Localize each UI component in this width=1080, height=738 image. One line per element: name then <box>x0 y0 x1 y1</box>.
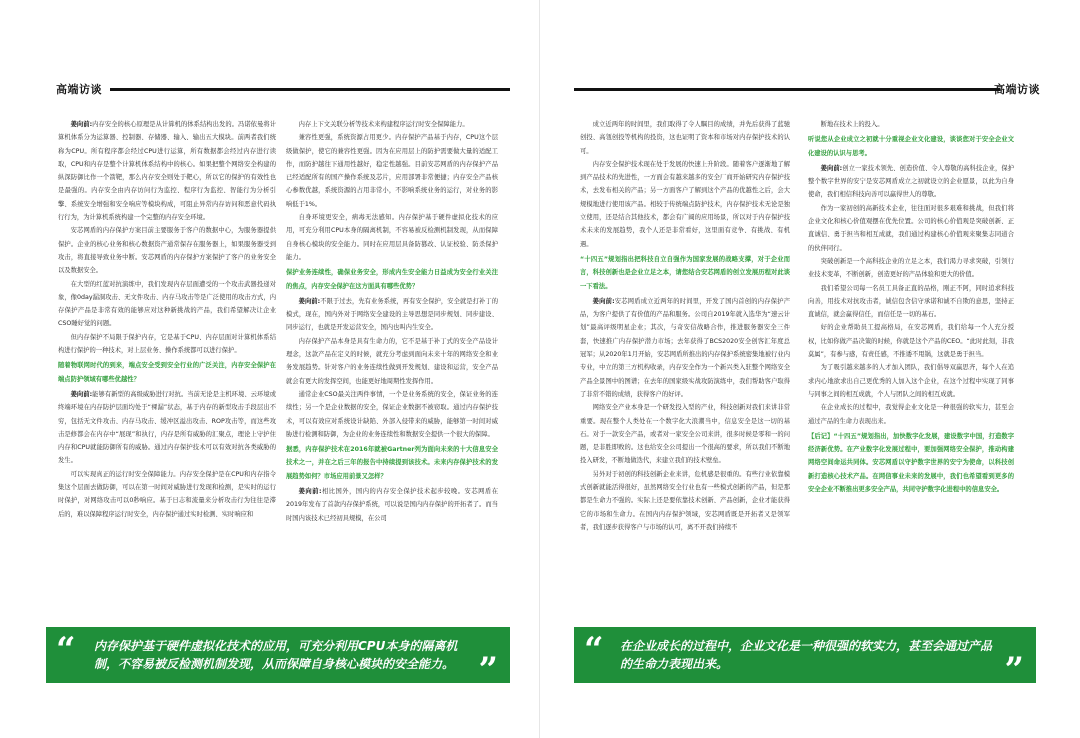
speaker-label: 姜向前: <box>70 390 93 398</box>
paragraph <box>286 118 498 131</box>
paragraph <box>808 255 1014 282</box>
paragraph <box>58 388 276 468</box>
text-column <box>58 118 276 521</box>
paragraph-text: 内存保护产品本身是具有生命力的，它不是基于补丁式的安全产品设计理念，这款产品在定义的时候，就充分考虑到面向未来十年的网络安全和业务发展趋势。针对客户的业务连续性做到开发规划、建设和运营，安全产品就会有更大的发挥空间，也能更好地周期性发挥作用。 <box>286 337 498 385</box>
paragraph-text: 作为一家初创的高新技术企业，往往面对很多艰难和挑战，但我们将企业文化和核心价值观摆在优先位置。公司的核心价值观是突破创新、正直诚信、勇于担当和相互成就，我们通过构建核心价值观来聚集志同道合的伙伴同行。 <box>808 204 1014 252</box>
speaker-label: 姜向前: <box>70 121 93 128</box>
paragraph <box>580 158 790 251</box>
paragraph-text: 【后记】“十四五”规划指出，加快数字化发展，建设数字中国，打造数字经济新优势。在产业数字化发展过程中，要加强网络安全保护，推动构建网络空间命运共同体。安芯网盾以守护数字世界的安宁为使命，以科技创新打造核心技术产品。在网信事业未来的发展中，我们也希望看到更多的安全企业不断推出更多安全产品，共同守护数字化进程中的信息安全。 <box>808 432 1014 494</box>
pull-quote <box>574 627 1036 690</box>
paragraph-text: 网络安全产业本身是一个研发投入型的产业，科技创新对我们来讲非常重要。现在整个人类处在一个数字化大浪潮当中，信息安全是这一切的基石。对于一款安全产品，或者对一家安全公司来讲，很多时候是零和一的问题，是非胜即败的。这也给安全公司提出一个很高的要求，所以我们不断地投入研发，不断地做迭代，来建立我们的技术壁垒。 <box>580 404 790 465</box>
paragraph <box>808 202 1014 255</box>
paragraph-text: 断地在技术上的投入。 <box>820 121 884 128</box>
right-page <box>540 0 1080 738</box>
interview-question <box>808 430 1014 496</box>
paragraph <box>58 331 276 358</box>
text-column <box>808 118 1014 498</box>
paragraph <box>808 282 1014 322</box>
paragraph <box>286 335 498 388</box>
paragraph <box>58 468 276 521</box>
paragraph-text: 内存安全的核心原理是从计算机的体系结构出发的。冯诺依曼将计算机体系分为运算器、控制器、存储器、输入、输出五大模块。前两者我们统称为CPU。所有程序都会经过CPU进行运算，所有数据都会经过内存进行读取，CPU和内存是整个计算机体系结构中的核心。如果把整个网络安全构建的纵深防御比作一个箭靶，那么内存安全则处于靶心，所以它的保护的有效性也是最强的。内存安全由内存访问行为监控、程序行为监控、智能行为分析引擎、系统安全增强和安全响应等模块构成，可阻止异常内存访问和恶意代码执行行为，为计算机系统构建一个完整的内存安全环境。 <box>58 121 276 222</box>
paragraph <box>58 278 276 331</box>
paragraph <box>286 131 498 211</box>
section-label: 高端访谈 <box>994 83 1040 96</box>
paragraph <box>286 485 498 525</box>
paragraph-text: 我们希望公司每一名员工具备正直的品格，刚正不阿，同时追求科技向善，用技术对抗攻击者，诚信包含信守承诺和诚不自欺的意思，坚持正直诚信，就会赢得信任，而信任是一切的基石。 <box>808 284 1014 319</box>
section-label: 高端访谈 <box>56 83 102 96</box>
paragraph <box>808 162 1014 202</box>
interview-question <box>808 133 1014 160</box>
paragraph <box>580 401 790 467</box>
paragraph-text: 通常企业CSO最关注两件事情，一个是业务系统的安全，保证业务的连续性；另一个是企业数据的安全，保证企业数据不被窃取。通过内存保护技术，可以有效应对系统设计缺陷、外部入侵带来的威胁，能够第一时间对威胁进行检测和防御，为企业的业务连续性和数据安全提供一个很大的保障。 <box>286 390 498 438</box>
paragraph-text: 为了吸引越来越多的人才加入团队，我们倡导双赢思齐，每个人在追求内心地欲求出自己更优秀的人加入这个企业，在这个过程中实现了同事与同事之间的相互成就，个人与团队之间的相互成就。 <box>808 364 1014 398</box>
open-quote-icon: “ <box>56 630 76 670</box>
speaker-label: 姜向前: <box>298 488 322 496</box>
speaker-label: 姜向前: <box>820 164 843 172</box>
paragraph-text: 但内存保护不局限于保护内存，它是基于CPU、内存层面对计算机体系结构进行保护的一种技术，对上层业务、操作系统都可以进行保护。 <box>58 333 276 355</box>
paragraph-text: 安芯网盾成立近两年的时间里，开发了国内首创的内存保护产品，为客户提供了有价值的产品和服务。公司自2019年就入选华为“速云计划”最高评级明星企业；其次，与奇安信战略合作，推进服务器安全三件套，快速推广内存保护潜力市场；去年获得了BCS2020安全创客汇年度总冠军；从2020年1月开始，安芯网盾所推出的内存保护系统密集地被行业内专业，中立的第三方机构收录，内存安全作为一个新兴类入驻整个网络安全产品全景图中的图谱；在去年的国家级实战攻防演练中，我们帮助客户取得了非常不错的成绩，获得客户的好评。 <box>580 297 790 398</box>
paragraph-text: 内存安全保护技术现在处于发展的快速上升阶段。随着客户逐渐地了解到产品技术的先进性，一方面会有越来越多的安全厂商开始研究内存保护技术，去发布相关的产品；另一方面客户了解到这个产品的优越性之后，会大规模地进行使用该产品。相较于传统端点防护技术，内存保护技术无论是独立使用，还是结合其他技术，都会有广阔的应用场景，所以对于内存保护技术未来的发展趋势，我个人还是非常看好，这里面有竞争、有挑战、有机遇。 <box>580 160 790 248</box>
speaker-label: 姜向前: <box>592 297 615 305</box>
paragraph <box>58 118 276 224</box>
open-quote-icon: “ <box>584 630 604 670</box>
paragraph-text: 保护业务连续性，确保业务安全，形成内生安全能力日益成为安全行业关注的焦点，内存安全保护在这方面具有哪些优势？ <box>286 269 498 290</box>
paragraph-text: 随着物联网时代的到来，端点安全受到安全行业的广泛关注，内存安全保护在端点防护领域有哪些优越性？ <box>58 362 276 383</box>
paragraph <box>286 388 498 441</box>
paragraph-text: 创立一家技术领先、创造价值、令人尊敬的高科技企业，保护整个数字世界的安宁是安芯网盾成立之初就设立的企业愿景，以此为自身使命，我们相信科技向善可以赢得世人的尊敬。 <box>808 164 1014 199</box>
paragraph <box>808 118 1014 131</box>
paragraph-text: 兼容性更强，系统资源占用更少。内存保护产品基于内存，CPU这个层级做保护，使它的兼容性更强。因为在应用层上的防护需要做大量的适配工作，而防护越往下通用性越好，稳定性越强。目前安芯网盾的内存保护产品已经适配所有的国产操作系统及芯片，应用部署非常便捷；内存安全产品核心参数优越，系统资源的占用非常小，不影响系统业务的运行，对业务的影响低于1%。 <box>286 134 498 208</box>
paragraph <box>286 211 498 264</box>
speaker-label: 姜向前: <box>298 297 321 305</box>
paragraph-text: 不限于过去，先有业务系统，再有安全保护，安全就是打补丁的模式，现在，国内外对于网络安全建设的主导思想是同步规划、同步建设、同步运行，也就是开发运营安全，国内也叫内生安全。 <box>286 297 498 332</box>
paragraph-text: 另外对于初创的科技创新企业来讲，危机感是很重的。有些行业依靠模式创新就能活得很好，虽然网络安全行业也有一些模式创新的产品，但是那都是生命力不强的。实际上还是要依靠技术创新、产品创新，企业才能获得它的市场和生命力。在国内内存保护领域，安芯网盾既是开拓者又是领军者，我们逐步获得客户与市场的认可，离不开我们持续不 <box>580 470 790 531</box>
paragraph-text: 突破创新是一个高科技企业的立足之本，我们渴力寻求突破，引领行业技术变革，不断创新，创造更好的产品体验和更大的价值。 <box>808 257 1014 279</box>
paragraph-text: 可以实现真正的运行时安全保障能力。内存安全保护是在CPU和内存指令集这个层面去做防御，可以在第一时间对威胁进行发现和检测，是实时的运行时保护，对网络攻击可以0秒响应。基于日志和流量来分析攻击行为往往是滞后的，难以保障程序运行时安全，内存保护通过实时检测、实时响应和 <box>58 470 276 518</box>
paragraph-text: 相比国外，国内的内存安全保护技术起步较晚。安芯网盾在2019年发布了首款内存保护系统，可以说是国内内存保护的开拓者了。而当时国内该技术已经初具规模，在公司 <box>286 488 498 522</box>
paragraph <box>286 295 498 335</box>
paragraph-text: “十四五”规划指出把科技自立自强作为国家发展的战略支撑，对于企业而言，科技创新也是企业立足之本，请您结合安芯网盾的创立发展历程对此谈一下看法。 <box>580 255 790 290</box>
paragraph-text: 内存上下文关联分析等技术来构建程序运行时安全保障能力。 <box>298 121 469 128</box>
pull-quote <box>46 627 510 690</box>
paragraph <box>580 118 790 158</box>
paragraph-text: 自身环境更安全，病毒无法感知。内存保护基于硬件虚拟化技术的应用，可充分利用CPU本身的隔离机制，不容易被反检测机制发现，从而保障自身核心模块的安全能力。同时在应用层具备防篡改、认证校验、防杀保护能力。 <box>286 214 498 261</box>
interview-question <box>580 253 790 293</box>
paragraph <box>580 295 790 401</box>
paragraph <box>58 224 276 277</box>
close-quote-icon: ” <box>1004 650 1024 690</box>
paragraph-text: 安芯网盾的内存保护方案目前主要服务于客户的数据中心，为服务器提供保护。企业的核心业务和核心数据资产通常保存在服务器上，如果服务器受到攻击，将直接导致业务中断。安芯网盾的内存保护方案保护了客户的业务安全以及数据安全。 <box>58 227 276 275</box>
paragraph <box>808 401 1014 428</box>
paragraph-text: 成立近两年的时间里，我们取得了令人瞩目的成绩，并先后获得了蓝驰创投、高瓴创投等机构的投资，这也证明了资本和市场对内存保护技术的认可。 <box>580 121 790 155</box>
pull-quote-text: 在企业成长的过程中，企业文化是一种很强的软实力，甚至会通过产品的生命力表现出来。 <box>620 639 993 671</box>
close-quote-icon: ” <box>478 650 498 690</box>
paragraph <box>580 468 790 534</box>
paragraph-text: 能够有新型的高级威胁进行对抗。当前无论是主机环境、云环境或终端环境在内存防护层面均处于“裸漏”状态，基于内存的新型攻击手段层出不穷，包括无文件攻击、内存马攻击、缓冲区溢出攻击、ROP攻击等，而这些攻击是修都会在内存中“展现”和执行，内存是所有威胁的汇聚点，理论上守护住内存和CPU就能防御所有的威胁。通过内存保护技术可以有效对抗各类威胁的发生。 <box>58 390 276 465</box>
paragraph-text: 好的企业帮助员工提高格局，在安芯网盾，我们给每一个人充分授权，比如你做产品决策的时候，你就是这个产品的CEO。“此时此刻，非我莫属”，有参与感，有责任感，不推诿不甩锅，这就是勇于担当。 <box>808 324 1014 359</box>
paragraph-text: 在大型的红蓝对抗演练中，我们发现内存层面遭受的一个攻击武器投递对象，像0day漏洞攻击、无文件攻击、内存马攻击等是广泛使用的攻击方式，内存保护产品是非常有效的能够应对这种新挑战的产品，我们希望解决让企业CSO睡好觉的问题。 <box>58 280 276 328</box>
text-column <box>580 118 790 534</box>
paragraph-text: 在企业成长的过程中，我觉得企业文化是一种很强的软实力，甚至会通过产品的生命力表现出来。 <box>808 404 1014 425</box>
header-rule <box>110 88 510 91</box>
paragraph <box>808 321 1014 361</box>
header-rule <box>574 88 1000 91</box>
paragraph-text: 据悉，内存保护技术在2016年就被Gartner列为面向未来的十大信息安全技术之一，并在之后三年的报告中持续提到该技术。未来内存保护技术的发展趋势如何？市场应用前景又怎样？ <box>286 446 498 480</box>
paragraph-text: 听说您从企业成立之初就十分重视企业文化建设，谈谈您对于安全企业文化建设的认识与思考。 <box>808 136 1014 157</box>
interview-question <box>286 266 498 293</box>
interview-question <box>58 359 276 386</box>
interview-question <box>286 443 498 483</box>
text-column <box>286 118 498 525</box>
paragraph <box>808 361 1014 401</box>
pull-quote-text: 内存保护基于硬件虚拟化技术的应用，可充分利用CPU本身的隔离机制，不容易被反检测机制发现，从而保障自身核心模块的安全能力。 <box>94 639 458 671</box>
